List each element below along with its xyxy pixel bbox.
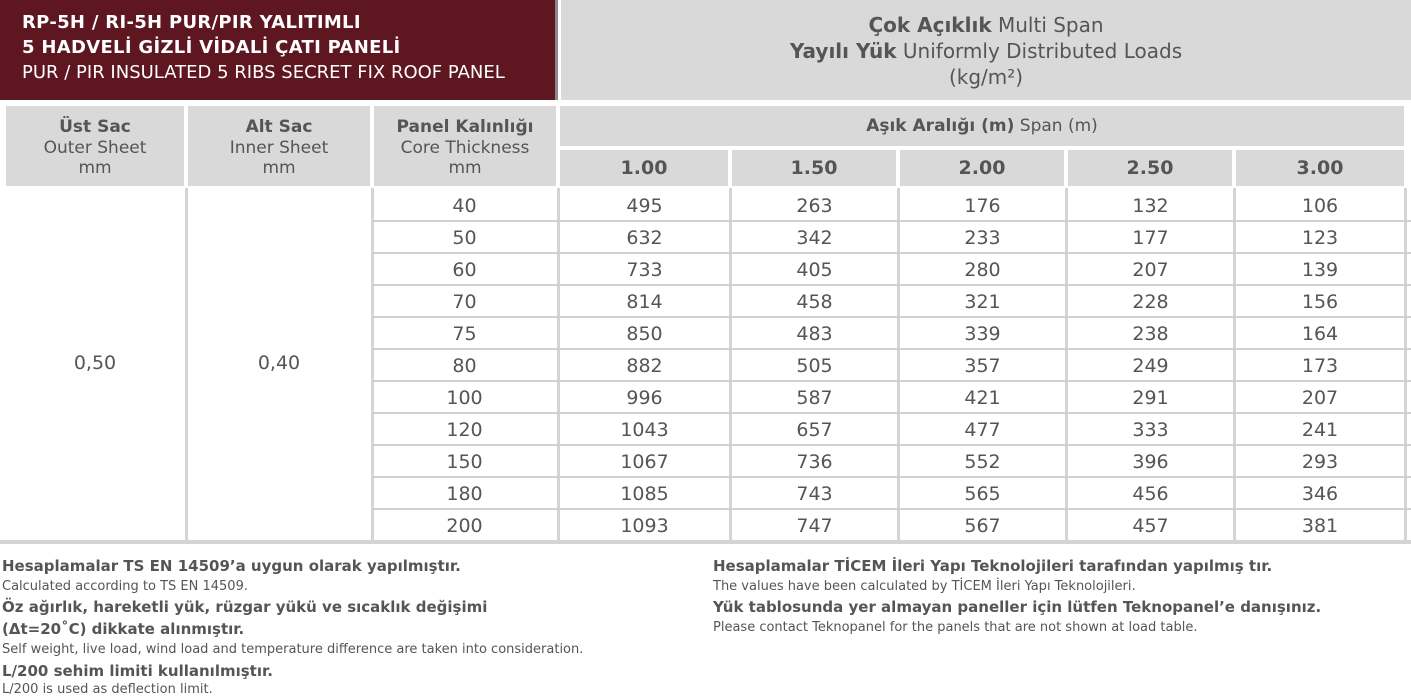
- multi-span-tr: Çok Açıklık: [868, 13, 992, 37]
- table-row: [372, 350, 1411, 382]
- load-heading: [561, 38, 1411, 64]
- load-value-cell: 747: [796, 515, 833, 537]
- note-left-1-en: Calculated according to TS EN 14509.: [2, 579, 248, 594]
- core-thickness-tr: Panel Kalınlığı: [396, 117, 534, 137]
- load-value-cell: 173: [1301, 355, 1339, 377]
- load-value-cell: 291: [1132, 387, 1169, 409]
- load-value-cell: 164: [1301, 323, 1339, 345]
- unit-label: (kg/m²): [948, 65, 1024, 89]
- span-header-4: 2.50: [1068, 150, 1232, 186]
- span-header-2: 1.50: [732, 150, 896, 186]
- load-value-cell: 456: [1132, 483, 1169, 505]
- table-row: [372, 190, 1411, 222]
- load-value-cell: 357: [964, 355, 1001, 377]
- core-thickness-cell: 50: [452, 227, 477, 249]
- load-value-cell: 567: [964, 515, 1001, 537]
- load-value-cell: 1093: [620, 515, 669, 537]
- load-value-cell: 249: [1132, 355, 1169, 377]
- load-value-cell: 333: [1132, 419, 1169, 441]
- inner-sheet-value: 0,40: [257, 352, 301, 374]
- table-row: [372, 382, 1411, 414]
- load-value-cell: 139: [1301, 259, 1339, 281]
- load-value-cell: 405: [796, 259, 833, 281]
- table-row: [372, 254, 1411, 286]
- load-header: [561, 0, 1411, 100]
- load-value-cell: 207: [1301, 387, 1339, 409]
- title-line-1: RP-5H / RI-5H PUR/PIR YALITIMLI: [22, 12, 361, 33]
- load-value-cell: 238: [1132, 323, 1169, 345]
- table-row: [372, 510, 1411, 540]
- load-value-cell: 176: [964, 195, 1001, 217]
- core-thickness-unit: mm: [448, 158, 482, 178]
- note-left-3-en: L/200 is used as deflection limit.: [2, 682, 213, 697]
- inner-sheet-tr: Alt Sac: [245, 117, 313, 137]
- title-block: [0, 0, 558, 100]
- load-value-cell: 421: [964, 387, 1001, 409]
- table-row: [372, 286, 1411, 318]
- load-value-cell: 156: [1301, 291, 1339, 313]
- load-value-cell: 263: [796, 195, 833, 217]
- core-thickness-cell: 75: [452, 323, 477, 345]
- load-value-cell: 1067: [620, 451, 669, 473]
- note-left-3-tr: L/200 sehim limiti kullanılmıştır.: [2, 662, 273, 680]
- core-thickness-cell: 150: [446, 451, 483, 473]
- table-row: [372, 478, 1411, 510]
- load-value-cell: 477: [964, 419, 1001, 441]
- load-value-cell: 457: [1132, 515, 1169, 537]
- note-right-1-tr: Hesaplamalar TİCEM İleri Yapı Teknolojileri tarafından yapılmış tır.: [713, 557, 1273, 575]
- load-value-cell: 552: [964, 451, 1001, 473]
- multi-span-heading: [561, 12, 1411, 38]
- table-bottom-border: [0, 540, 1411, 544]
- load-value-cell: 241: [1301, 419, 1339, 441]
- core-thickness-cell: 120: [446, 419, 483, 441]
- core-thickness-cell: 200: [446, 515, 483, 537]
- span-en: Span (m): [1019, 116, 1098, 136]
- core-thickness-cell: 40: [452, 195, 477, 217]
- note-right-2-tr: Yük tablosunda yer almayan paneller için lütfen Teknopanel’e danışınız.: [713, 598, 1322, 616]
- load-value-cell: 1043: [620, 419, 669, 441]
- core-thickness-cell: 80: [452, 355, 477, 377]
- load-value-cell: 632: [626, 227, 663, 249]
- core-thickness-cell: 70: [452, 291, 477, 313]
- load-value-cell: 342: [796, 227, 833, 249]
- load-value-cell: 207: [1132, 259, 1169, 281]
- load-value-cell: 321: [964, 291, 1001, 313]
- load-value-cell: 396: [1132, 451, 1169, 473]
- outer-sheet-unit: mm: [78, 158, 112, 178]
- load-value-cell: 177: [1132, 227, 1169, 249]
- span-group-header: [560, 106, 1404, 146]
- load-value-cell: 381: [1301, 515, 1339, 537]
- outer-sheet-value: 0,50: [73, 352, 117, 374]
- outer-sheet-tr: Üst Sac: [59, 117, 131, 137]
- load-value-cell: 565: [964, 483, 1001, 505]
- inner-sheet-unit: mm: [262, 158, 296, 178]
- load-value-cell: 280: [964, 259, 1001, 281]
- note-left-1-tr: Hesaplamalar TS EN 14509’a uygun olarak yapılmıştır.: [2, 557, 461, 575]
- load-value-cell: 233: [964, 227, 1001, 249]
- table-row: [372, 222, 1411, 254]
- load-value-cell: 293: [1301, 451, 1339, 473]
- load-value-cell: 587: [796, 387, 833, 409]
- note-right-2-en: Please contact Teknopanel for the panels that are not shown at load table.: [713, 620, 1198, 635]
- load-value-cell: 339: [964, 323, 1001, 345]
- core-thickness-header: [374, 106, 556, 186]
- inner-sheet-en: Inner Sheet: [229, 138, 329, 158]
- note-left-2-tr-b: (Δt=20˚C) dikkate alınmıştır.: [2, 620, 245, 638]
- load-value-cell: 814: [626, 291, 663, 313]
- title-line-3: PUR / PIR INSULATED 5 RIBS SECRET FIX ROOF PANEL: [22, 62, 505, 83]
- load-tr: Yayılı Yük: [789, 39, 897, 63]
- title-line-2: 5 HADVELİ GİZLİ VİDALİ ÇATI PANELİ: [22, 37, 401, 58]
- multi-span-en: Multi Span: [997, 13, 1104, 37]
- outer-sheet-header: [6, 106, 184, 186]
- span-header-5: 3.00: [1236, 150, 1404, 186]
- load-value-cell: 495: [626, 195, 663, 217]
- inner-sheet-header: [188, 106, 370, 186]
- span-header-1: 1.00: [560, 150, 728, 186]
- load-value-cell: 132: [1132, 195, 1169, 217]
- core-thickness-cell: 180: [446, 483, 483, 505]
- table-row: [372, 446, 1411, 478]
- core-thickness-cell: 60: [452, 259, 477, 281]
- load-value-cell: 346: [1301, 483, 1339, 505]
- load-value-cell: 483: [796, 323, 833, 345]
- load-value-cell: 733: [626, 259, 663, 281]
- load-value-cell: 743: [796, 483, 833, 505]
- load-value-cell: 106: [1301, 195, 1339, 217]
- core-thickness-en: Core Thickness: [400, 138, 530, 158]
- span-tr: Aşık Aralığı (m): [866, 116, 1015, 136]
- load-value-cell: 228: [1132, 291, 1169, 313]
- load-value-cell: 458: [796, 291, 833, 313]
- note-right-1-en: The values have been calculated by TİCEM İleri Yapı Teknolojileri.: [713, 579, 1136, 594]
- outer-sheet-en: Outer Sheet: [43, 138, 147, 158]
- load-value-cell: 657: [796, 419, 833, 441]
- core-thickness-cell: 100: [446, 387, 483, 409]
- note-left-2-tr-a: Öz ağırlık, hareketli yük, rüzgar yükü ve sıcaklık değişimi: [2, 598, 488, 616]
- span-header-3: 2.00: [900, 150, 1064, 186]
- load-value-cell: 996: [626, 387, 663, 409]
- table-row: [372, 318, 1411, 350]
- load-value-cell: 736: [796, 451, 833, 473]
- load-value-cell: 123: [1301, 227, 1339, 249]
- note-left-2-en: Self weight, live load, wind load and temperature difference are taken into consideration.: [2, 642, 584, 657]
- table-row: [372, 414, 1411, 446]
- load-value-cell: 850: [626, 323, 663, 345]
- load-value-cell: 882: [626, 355, 663, 377]
- load-value-cell: 1085: [620, 483, 669, 505]
- load-en: Uniformly Distributed Loads: [902, 39, 1183, 63]
- load-value-cell: 505: [796, 355, 833, 377]
